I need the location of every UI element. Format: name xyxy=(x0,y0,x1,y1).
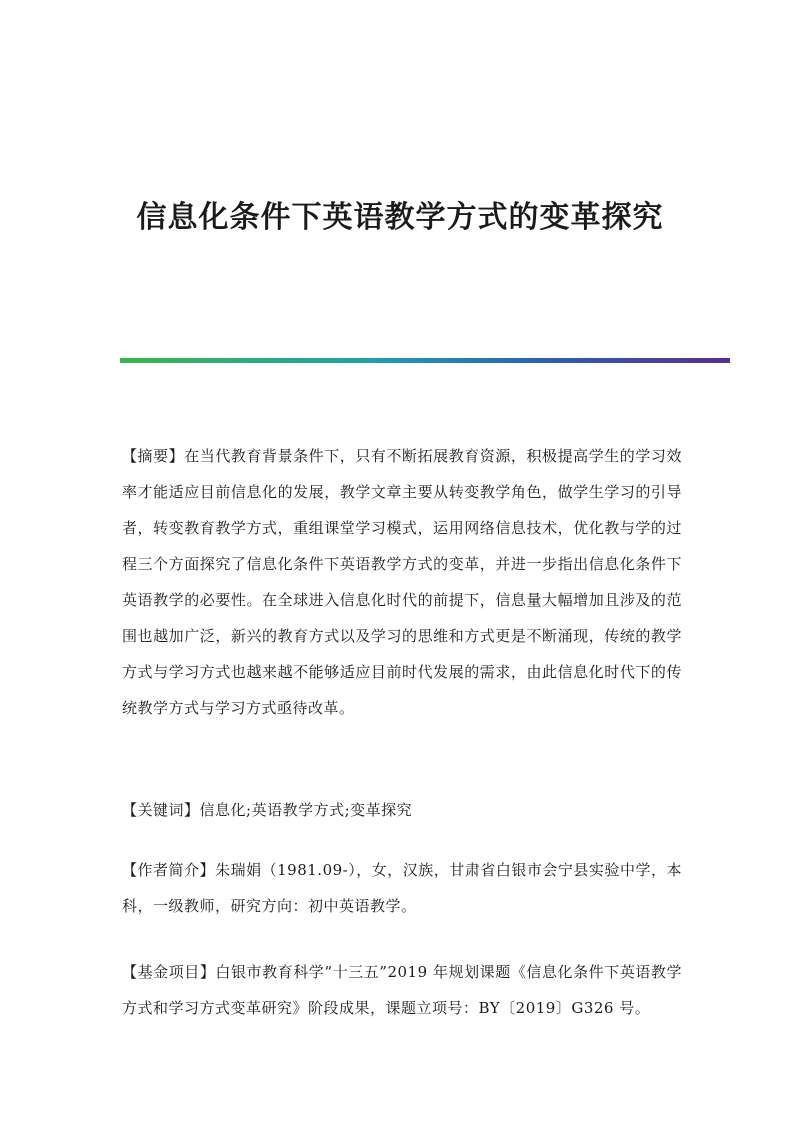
abstract-label: 【摘要】 xyxy=(122,447,185,465)
abstract-paragraph xyxy=(122,438,682,726)
author-paragraph xyxy=(122,852,682,924)
fund-text: 白银市教育科学“十三五”2019 年规划课题《信息化条件下英语教学方式和学习方式变革研究》阶段成果，课题立项号：BY〔2019〕G326 号。 xyxy=(122,963,682,1017)
keywords-paragraph xyxy=(122,792,682,828)
abstract-text: 在当代教育背景条件下，只有不断拓展教育资源，积极提高学生的学习效率才能适应目前信息化的发展，教学文章主要从转变教学角色，做学生学习的引导者，转变教育教学方式，重组课堂学习模式，运用网络信息技术，优化教与学的过程三个方面探究了信息化条件下英语教学方式的变革，并进一步指出信息化条件下英语教学的必要性。在全球进入信息化时代的前提下，信息量大幅增加且涉及的范围也越加广泛，新兴的教育方式以及学习的思维和方式更是不断涌现，传统的教学方式与学习方式也越来越不能够适应目前时代发展的需求，由此信息化时代下的传统教学方式与学习方式亟待改革。 xyxy=(122,447,682,717)
fund-paragraph xyxy=(122,954,682,1026)
title-divider xyxy=(120,358,730,363)
author-text: 朱瑞娟（1981.09-），女，汉族，甘肃省白银市会宁县实验中学，本科，一级教师，研究方向：初中英语教学。 xyxy=(122,861,682,915)
keywords-label: 【关键词】 xyxy=(122,801,200,819)
keywords-text: 信息化;英语教学方式;变革探究 xyxy=(199,801,413,819)
document-title: 信息化条件下英语教学方式的变革探究 xyxy=(136,200,664,235)
author-label: 【作者简介】 xyxy=(122,861,216,879)
fund-label: 【基金项目】 xyxy=(122,963,216,981)
